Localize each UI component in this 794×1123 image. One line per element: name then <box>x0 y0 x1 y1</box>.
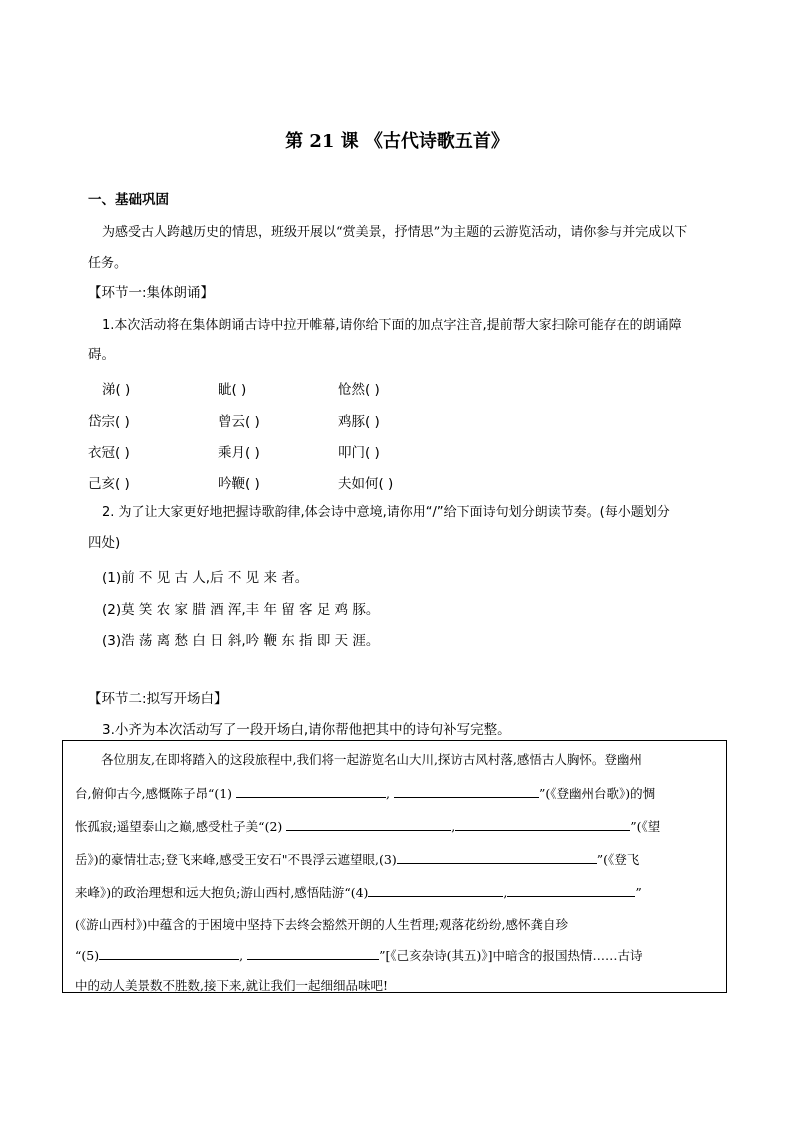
answer-blank-2b[interactable] <box>455 818 630 831</box>
speech-text: ”[《己亥杂诗(其五)》]中暗含的报国热情……古诗 <box>379 948 643 963</box>
answer-blank-1a[interactable] <box>236 785 386 798</box>
speech-text: ”(《望 <box>630 819 661 834</box>
page-title: 第 21 课 《古代诗歌五首》 <box>285 131 509 152</box>
speech-line-1: 各位朋友,在即将踏入的这段旅程中,我们将一起游览名山大川,探访古风村落,感悟古人胸怀。登幽州 <box>101 752 642 767</box>
comma: , <box>451 819 456 834</box>
speech-line-7 <box>75 946 642 964</box>
speech-text: 怅孤寂;遥望泰山之巅,感受杜子美“(2) <box>75 819 283 834</box>
speech-text: ” <box>635 885 642 900</box>
pinyin-item: 岱宗( ) <box>88 414 130 430</box>
speech-text: ”(《登幽州台歌》)的惆 <box>539 786 656 801</box>
answer-blank-4b[interactable] <box>507 884 635 897</box>
pinyin-item: 叩门( ) <box>338 445 380 461</box>
comma: , <box>503 885 508 900</box>
pinyin-item: 己亥( ) <box>88 476 130 492</box>
stage-one-heading: 【环节一:集体朗诵】 <box>88 285 215 301</box>
pinyin-item: 衣冠( ) <box>88 445 130 461</box>
pinyin-item: 夫如何( ) <box>338 476 394 492</box>
poem-line-2: (2)莫 笑 农 家 腊 酒 浑,丰 年 留 客 足 鸡 豚。 <box>102 602 380 618</box>
pinyin-item: 曾云( ) <box>218 414 260 430</box>
speech-line-2 <box>75 784 655 802</box>
speech-line-6: (《游山西村》)中蕴含的于困境中坚持下去终会豁然开朗的人生哲理;观落花纷纷,感怀龚自珍 <box>75 917 568 932</box>
speech-text: 台,俯仰古今,感慨陈子昂“(1) <box>75 786 233 801</box>
pinyin-item: 吟鞭( ) <box>218 476 260 492</box>
question-2-line-1: 2. 为了让大家更好地把握诗歌韵律,体会诗中意境,请你用“/”给下面诗句划分朗读节奏。(每小题划分 <box>102 505 670 520</box>
question-3: 3.小齐为本次活动写了一段开场白,请你帮他把其中的诗句补写完整。 <box>102 722 511 738</box>
speech-line-4 <box>75 850 639 868</box>
intro-line-1: 为感受古人跨越历史的情思，班级开展以“赏美景，抒情思”为主题的云游览活动，请你参与并完成以下 <box>102 225 688 240</box>
comma: , <box>239 948 244 963</box>
question-1-line-1: 1.本次活动将在集体朗诵古诗中拉开帷幕,请你给下面的加点字注音,提前帮大家扫除可能存在的朗诵障 <box>102 318 682 333</box>
speech-text: 岳》)的豪情壮志;登飞来峰,感受王安石"不畏浮云遮望眼,(3) <box>75 852 397 867</box>
speech-line-8: 中的动人美景数不胜数,接下来,就让我们一起细细品味吧! <box>75 978 388 993</box>
pinyin-item: 怆然( ) <box>338 382 380 398</box>
poem-line-3: (3)浩 荡 离 愁 白 日 斜,吟 鞭 东 指 即 天 涯。 <box>102 633 380 649</box>
answer-blank-5a[interactable] <box>99 947 239 960</box>
pinyin-item: 鸡豚( ) <box>338 414 380 430</box>
pinyin-item: 乘月( ) <box>218 445 260 461</box>
answer-blank-5b[interactable] <box>247 947 379 960</box>
pinyin-item: 涕( ) <box>102 382 131 398</box>
speech-line-5 <box>75 883 642 901</box>
answer-blank-2a[interactable] <box>286 818 451 831</box>
answer-blank-1b[interactable] <box>394 785 539 798</box>
question-2-line-2: 四处) <box>88 535 121 551</box>
answer-blank-4a[interactable] <box>368 884 503 897</box>
intro-line-2: 任务。 <box>88 256 128 271</box>
speech-line-3 <box>75 817 660 835</box>
section-heading: 一、基础巩固 <box>88 192 169 208</box>
speech-text: “(5) <box>75 948 100 963</box>
stage-two-heading: 【环节二:拟写开场白】 <box>88 691 228 707</box>
speech-text: 来峰》)的政治理想和远大抱负;游山西村,感悟陆游“(4) <box>75 885 369 900</box>
poem-line-1: (1)前 不 见 古 人,后 不 见 来 者。 <box>102 570 309 586</box>
speech-text: ”(《登飞 <box>596 852 640 867</box>
answer-blank-3[interactable] <box>397 851 597 864</box>
pinyin-item: 眦( ) <box>218 382 247 398</box>
question-1-line-2: 碍。 <box>88 347 115 363</box>
comma: , <box>386 786 391 801</box>
